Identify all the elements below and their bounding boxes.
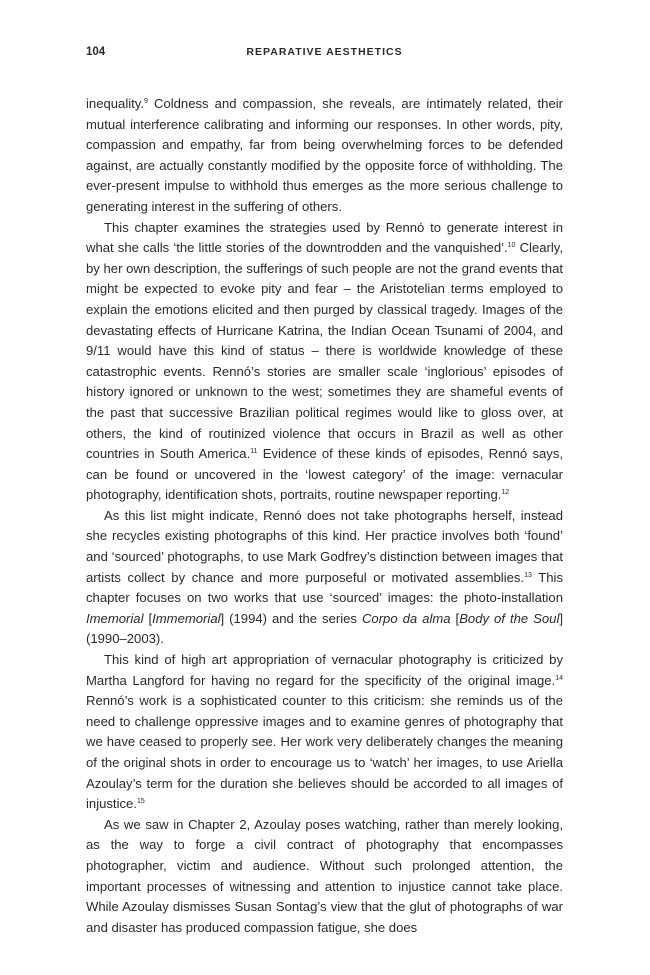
paragraph-5: As we saw in Chapter 2, Azoulay poses watching, rather than merely looking, as the way to forge a civil contract of photography that encompasses photographer, victim and audience. Without such prolonged attention, the important processes of witnessing and attention to injustice cannot take place. While Azoulay dismisses Susan Sontag’s view that the glut of photographs of war and disaster has produced compassion fatigue, she does	[86, 816, 563, 935]
work-title-body-of-the-soul: Body of the Soul	[459, 610, 560, 626]
footnote-ref-15: 15	[136, 798, 145, 806]
work-title-immemorial: Immemorial	[152, 610, 221, 626]
page-number: 104	[86, 46, 106, 58]
work-title-corpo-da-alma: Corpo da alma	[361, 610, 451, 626]
paragraph-4: This kind of high art appropriation of vernacular photography is criticized by Martha Langford for having no regard for the specificity of the original image.$^{14}$ Rennó’s work is a sophisticated counter to this criticism: she reminds us of the need to challenge oppressive images and to examine genres of photography that we have ceased to properly see. Her work very deliberately changes the meaning of the original shots in order to encourage us to ‘watch’ her images, to use Ariella Azoulay’s term for the duration she believes should be accorded to all images of injustice.$^{15}$	[86, 652, 563, 812]
paragraph-2: This chapter examines the strategies used by Rennó to generate interest in what she calls ‘the little stories of the downtrodden and the vanquished’.$^{10}$ Clearly, by her own description, the sufferings of such people are not the grand events that might be expected to evoke pity and fear – the Aristotelian terms employed to explain the emotions elicited and then purged by classical tragedy. Images of the devastating effects of Hurricane Katrina, the Indian Ocean Tsunami of 2004, and 9/11 would have this kind of status – there is worldwide knowledge of these catastrophic events. Rennó’s stories are smaller scale ‘inglorious’ episodes of history ignored or unknown to the west; sometimes they are shameful events of the past that successive Brazilian political regimes would like to gloss over, at others, the kind of routinized violence that occurs in Brazil as well as other countries in South America.$^{11}$ Evidence of these kinds of episodes, Rennó says, can be found or uncovered in the ‘lowest category’ of the image: vernacular photography, identification shots, portraits, routine newspaper reporting.$^{12}$	[86, 219, 564, 503]
body-text	[86, 94, 563, 938]
footnote-ref-11: 11	[250, 448, 258, 456]
page-header	[86, 46, 563, 60]
footnote-ref-9: 9	[144, 98, 148, 105]
footnote-ref-13: 13	[524, 571, 532, 579]
paragraph-3: As this list might indicate, Rennó does not take photographs herself, instead she recycles existing photographs of this kind. Her practice involves both ‘found’ and ‘sourced’ photographs, to use Mark Godfrey’s distinction between images that artists collect by chance and more purposeful or motivated assemblies.$^{13}$ This chapter focuses on two works that use ‘sourced’ images: the photo-installation Imemorial [Immemorial] (1994) and the series Corpo da alma [Body of the Soul] (1990–2003).	[86, 507, 564, 647]
footnote-ref-14: 14	[555, 674, 563, 682]
footnote-ref-12: 12	[501, 489, 510, 497]
paragraph-1: inequality.$^9$ Coldness and compassion, she reveals, are intimately related, their mutual interference calibrating and informing our responses. In other words, pity, compassion and empathy, far from being overwhelming forces to be defended against, are actually constantly modified by the opposite force of withholding. The ever-present impulse to withhold thus emerges as the more serious challenge to generating interest in the suffering of others.	[86, 96, 563, 214]
footnote-ref-10: 10	[507, 242, 516, 250]
book-page	[86, 0, 563, 975]
work-title-imemorial: Imemorial	[86, 610, 144, 626]
running-head: REPARATIVE AESTHETICS	[246, 46, 403, 58]
